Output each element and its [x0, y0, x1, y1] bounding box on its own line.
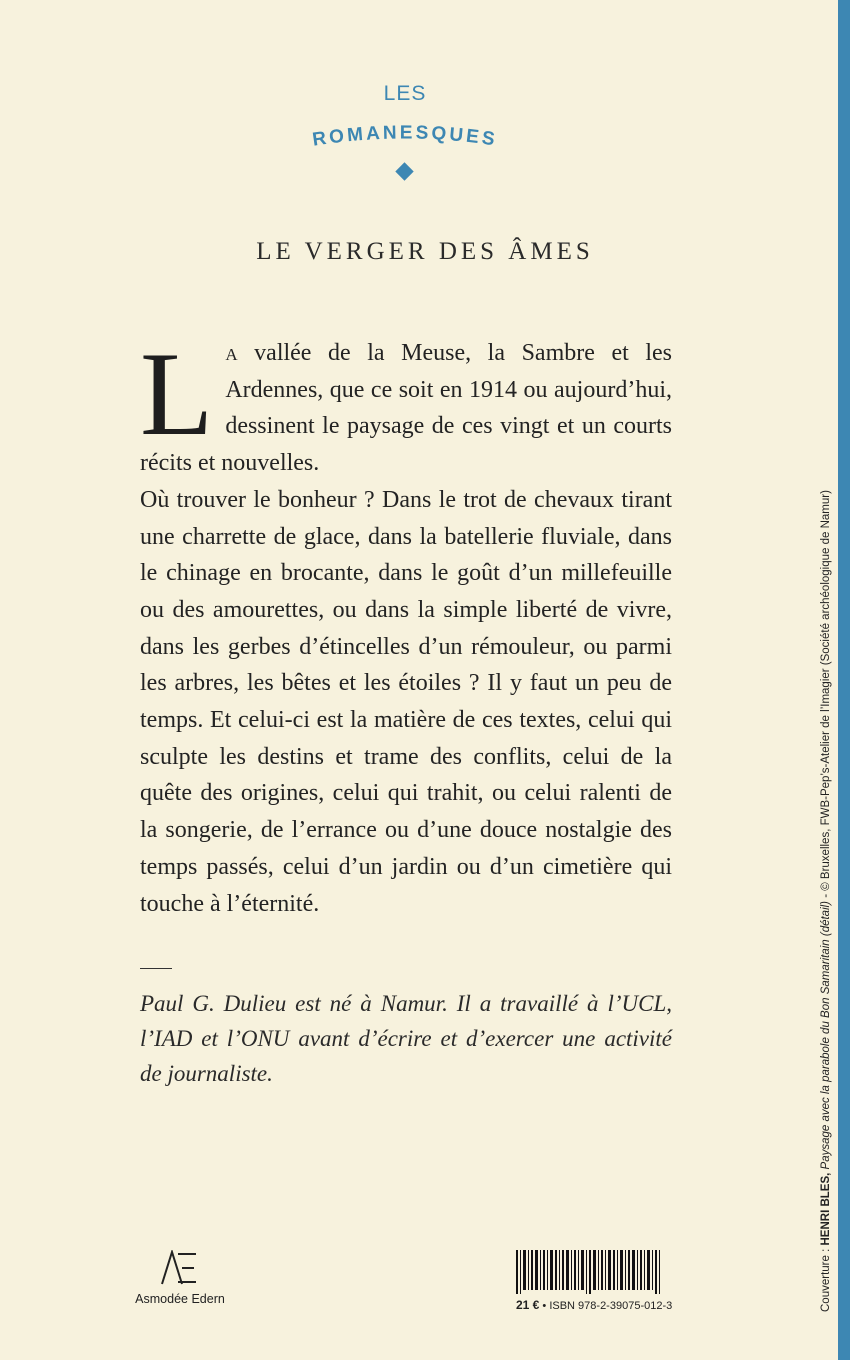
author-bio: Paul G. Dulieu est né à Namur. Il a travaillé à l’UCL, l’IAD et l’ONU avant d’écrire et d’exercer une activité de journaliste.: [140, 991, 672, 1086]
price: 21 €: [516, 1298, 540, 1312]
credit-label: Couverture :: [820, 1245, 832, 1312]
back-cover-blurb: [140, 327, 672, 922]
blurb-paragraph-1: vallée de la Meuse, la Sambre et les Ardennes, que ce soit en 1914 ou aujourd’hui, dessinent le paysage de ces vingt et un courts récits et nouvelles.: [140, 340, 672, 477]
isbn: • ISBN 978-2-39075-012-3: [539, 1300, 673, 1312]
series-name: ROMANESQUES: [311, 122, 499, 151]
blurb-paragraph-2: Où trouver le bonheur ? Dans le trot de chevaux tirant une charrette de glace, dans la batellerie fluviale, dans le chinage en brocante, dans le goût d’un millefeuille ou des amourettes, ou dans la simple liberté de vivre, dans les gerbes d’étincelles d’un rémouleur, ou parmi les arbres, les bêtes et les étoiles ? Il y faut un peu de temps. Et celui-ci est la matière de ces textes, celui qui sculpte les destins et trame des conflits, celui de la quête des origines, celui qui trahit, ou celui ralenti de la songerie, de l’errance ou d’une douce nostalgie des temps passés, celui d’un jardin ou d’un cimetière qui touche à l’éternité.: [140, 486, 672, 917]
publisher-name: Asmodée Edern: [135, 1292, 225, 1306]
spine-color-strip: [838, 0, 850, 1360]
drop-cap: L: [140, 327, 214, 460]
series-les-label: LES: [383, 82, 427, 105]
publisher-logo: [130, 1250, 230, 1306]
book-title: LE VERGER DES ÂMES: [256, 238, 594, 265]
first-word-rest: a: [225, 340, 238, 366]
separator-rule: [140, 968, 172, 969]
series-logo: [280, 82, 530, 192]
credit-artist: HENRI BLES,: [820, 1172, 832, 1246]
cover-credit: [820, 490, 832, 1312]
svg-text:ROMANESQUES: [311, 122, 499, 150]
publisher-logo-icon: [160, 1250, 200, 1286]
credit-work: Paysage avec la parabole du Bon Samaritain (détail): [820, 900, 832, 1173]
credit-rest: - © Bruxelles, FWB-Pep’s-Atelier de l’Imagier (Société archéologique de Namur): [820, 490, 832, 901]
price-isbn: [516, 1298, 672, 1312]
barcode: [516, 1250, 666, 1294]
